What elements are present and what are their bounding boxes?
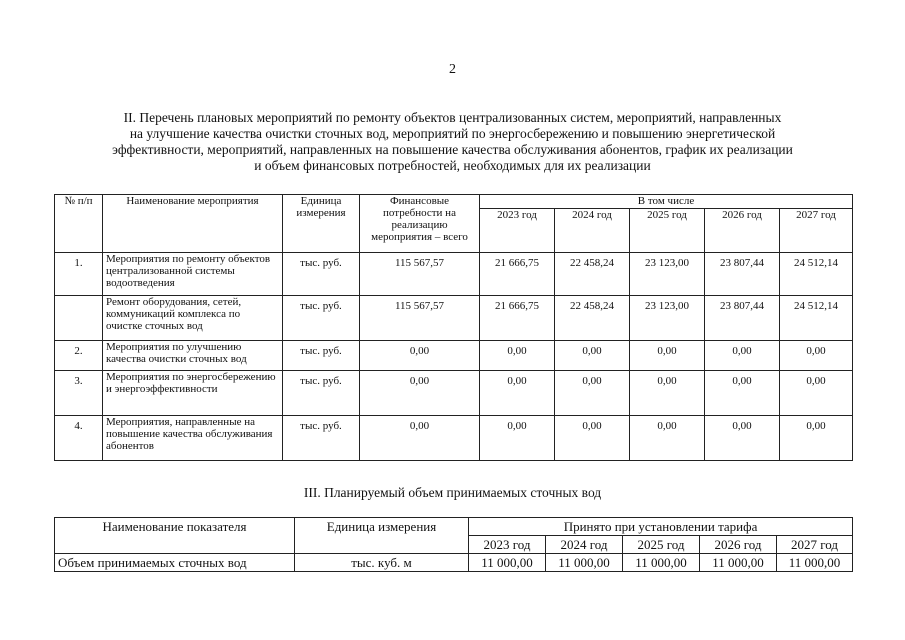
header-year: 2027 год <box>777 536 853 554</box>
header-unit: Единица измерения <box>295 518 469 554</box>
header-indicator: Наименование показателя <box>55 518 295 554</box>
row-year-value: 0,00 <box>480 341 555 371</box>
row-unit: тыс. руб. <box>283 371 360 416</box>
header-year: 2026 год <box>705 209 780 253</box>
header-unit: Единица измерения <box>283 195 360 253</box>
row-year-value: 23 123,00 <box>630 253 705 296</box>
row-year-value: 22 458,24 <box>555 253 630 296</box>
header-year: 2024 год <box>555 209 630 253</box>
header-finance: Финансовые потребности на реализацию мероприятия – всего <box>360 195 480 253</box>
row-year-value: 11 000,00 <box>777 554 853 572</box>
row-total: 115 567,57 <box>360 296 480 341</box>
row-total: 0,00 <box>360 371 480 416</box>
row-year-value: 0,00 <box>780 371 853 416</box>
header-num: № п/п <box>55 195 103 253</box>
row-year-value: 22 458,24 <box>555 296 630 341</box>
row-num: 2. <box>55 341 103 371</box>
table-row <box>55 371 853 416</box>
row-year-value: 11 000,00 <box>623 554 700 572</box>
row-name: Объем принимаемых сточных вод <box>55 554 295 572</box>
row-num: 4. <box>55 416 103 461</box>
row-total: 115 567,57 <box>360 253 480 296</box>
row-year-value: 23 807,44 <box>705 253 780 296</box>
heading-line: и объем финансовых потребностей, необходимых для их реализации <box>254 158 651 173</box>
row-year-value: 21 666,75 <box>480 296 555 341</box>
heading-line: II. Перечень плановых мероприятий по ремонту объектов централизованных систем, мероприятий, направленных <box>123 110 782 125</box>
header-including: В том числе <box>480 195 853 209</box>
row-unit: тыс. руб. <box>283 416 360 461</box>
header-year: 2024 год <box>546 536 623 554</box>
row-name: Ремонт оборудования, сетей, коммуникаций комплекса по очистке сточных вод <box>103 296 283 341</box>
page-number: 2 <box>449 62 456 77</box>
header-year: 2027 год <box>780 209 853 253</box>
row-year-value: 0,00 <box>480 371 555 416</box>
row-year-value: 0,00 <box>705 371 780 416</box>
heading-line: на улучшение качества очистки сточных вод, мероприятий по энергосбережению и повышению энергетической <box>129 126 776 141</box>
row-year-value: 0,00 <box>780 416 853 461</box>
row-year-value: 0,00 <box>630 341 705 371</box>
row-num: 1. <box>55 253 103 296</box>
row-total: 0,00 <box>360 416 480 461</box>
header-year: 2026 год <box>700 536 777 554</box>
row-unit: тыс. руб. <box>283 253 360 296</box>
row-unit: тыс. руб. <box>283 296 360 341</box>
row-year-value: 24 512,14 <box>780 253 853 296</box>
header-year: 2025 год <box>630 209 705 253</box>
row-num <box>55 296 103 341</box>
table-row <box>55 416 853 461</box>
table-row <box>55 296 853 341</box>
row-year-value: 0,00 <box>780 341 853 371</box>
row-year-value: 23 123,00 <box>630 296 705 341</box>
header-year: 2023 год <box>480 209 555 253</box>
row-year-value: 11 000,00 <box>700 554 777 572</box>
header-year: 2025 год <box>623 536 700 554</box>
row-year-value: 0,00 <box>555 416 630 461</box>
row-year-value: 11 000,00 <box>469 554 546 572</box>
table-row <box>55 253 853 296</box>
row-name: Мероприятия, направленные на повышение качества обслуживания абонентов <box>103 416 283 461</box>
row-unit: тыс. руб. <box>283 341 360 371</box>
row-name: Мероприятия по улучшению качества очистки сточных вод <box>103 341 283 371</box>
row-year-value: 11 000,00 <box>546 554 623 572</box>
table-row <box>55 341 853 371</box>
row-year-value: 0,00 <box>630 371 705 416</box>
row-year-value: 0,00 <box>555 341 630 371</box>
row-year-value: 0,00 <box>480 416 555 461</box>
header-year: 2023 год <box>469 536 546 554</box>
row-year-value: 23 807,44 <box>705 296 780 341</box>
header-accepted: Принято при установлении тарифа <box>469 518 853 536</box>
row-year-value: 0,00 <box>630 416 705 461</box>
row-year-value: 21 666,75 <box>480 253 555 296</box>
row-name: Мероприятия по энергосбережению и энергоэффективности <box>103 371 283 416</box>
activities-table <box>54 194 853 461</box>
section-3-title: III. Планируемый объем принимаемых сточных вод <box>303 485 602 500</box>
header-name: Наименование мероприятия <box>103 195 283 253</box>
section-2-heading <box>40 110 865 174</box>
row-name: Мероприятия по ремонту объектов централизованной системы водоотведения <box>103 253 283 296</box>
table-row <box>55 554 853 572</box>
row-year-value: 24 512,14 <box>780 296 853 341</box>
row-year-value: 0,00 <box>555 371 630 416</box>
heading-line: эффективности, мероприятий, направленных на повышение качества обслуживания абонентов, график их реализации <box>112 142 793 157</box>
row-year-value: 0,00 <box>705 416 780 461</box>
row-unit: тыс. куб. м <box>295 554 469 572</box>
row-year-value: 0,00 <box>705 341 780 371</box>
row-total: 0,00 <box>360 341 480 371</box>
wastewater-volume-table <box>54 517 853 572</box>
row-num: 3. <box>55 371 103 416</box>
